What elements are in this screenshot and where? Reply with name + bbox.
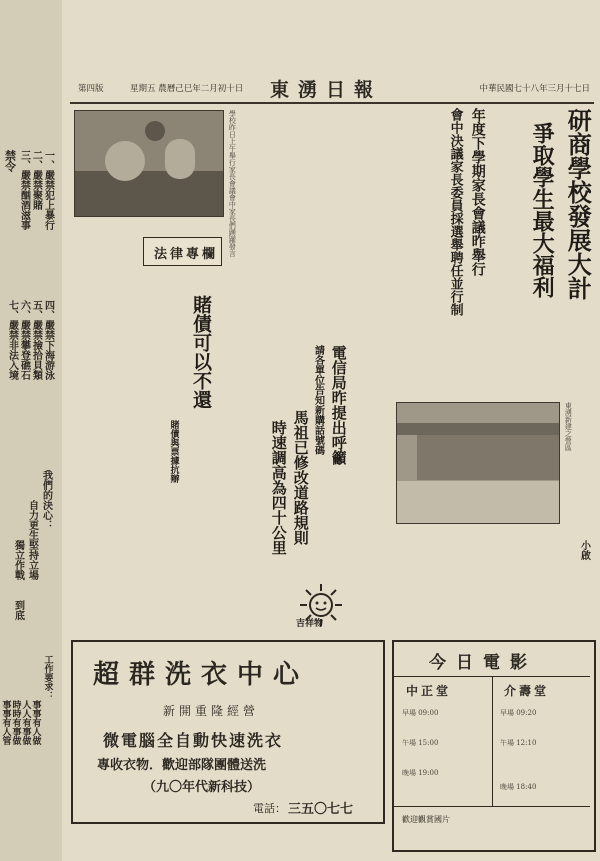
prohibition-item: 六、嚴禁攀登礁石 — [18, 300, 30, 380]
hall-1-time: 晚場 19:00 — [402, 769, 439, 777]
hall-2-time: 午場 12:10 — [500, 739, 537, 747]
hall-2-name: 介壽堂 — [504, 684, 550, 698]
ad-line-1: 微電腦全自動快速洗衣 — [103, 731, 284, 750]
work-item: 事事有人管 — [0, 700, 11, 745]
law-subhead: 賭債與票據抗辯 — [168, 420, 179, 483]
slogan-line: 堅持立場 — [26, 540, 38, 580]
road-headline-1: 馬祖已修改道路規則 — [291, 410, 310, 545]
newspaper-title: 東湧日報 — [270, 79, 383, 101]
ad-title: 超群洗衣中心 — [93, 660, 310, 690]
slogan-line: 獨立作戰 — [12, 540, 24, 580]
hall-1-time: 早場 09:00 — [402, 709, 439, 717]
logo-text: 吉祥物 — [296, 619, 324, 629]
ad-subtitle: 新開重隆經營 — [163, 704, 260, 718]
prohibition-item: 二、嚴禁聚賭 — [30, 150, 42, 210]
ad-line-3: （九〇年代新科技） — [143, 780, 261, 795]
meeting-photo-caption: 學校昨日上午舉行家長會議會中家長們踴躍發言 — [228, 110, 237, 257]
gregorian-date: 中華民國七十八年三月十七日 — [479, 84, 590, 94]
notice-title: 小啟 — [578, 540, 590, 560]
hall-2-time: 早場 09:20 — [500, 709, 537, 717]
hall-1-name: 中正堂 — [406, 684, 452, 698]
main-headline-2: 爭取學生最大福利 — [529, 122, 556, 298]
slogan-line: 到底 — [12, 600, 24, 620]
cinema-listing — [392, 640, 596, 852]
ad-phone: 三五〇七七 — [288, 802, 354, 817]
masthead — [70, 72, 594, 104]
work-item: 事事有人做 — [30, 700, 41, 745]
prohibition-item: 四、嚴禁下海游泳 — [42, 300, 54, 380]
slogan-title: 我們的決心： — [40, 470, 52, 530]
slogan-line: 自力更生 — [26, 500, 38, 540]
camp-photo — [396, 402, 560, 524]
law-column-title: 法律專欄 — [154, 247, 219, 262]
prohibition-item: 三、嚴禁酗酒滋事 — [18, 150, 30, 230]
camp-photo-caption: 東湧新建之營區 — [564, 402, 573, 451]
ad-line-2: 專收衣物．歡迎部隊團體送洗 — [97, 758, 267, 773]
main-subhead-1: 年度下學期家長會議昨舉行 — [469, 108, 486, 276]
law-column-box — [143, 237, 222, 266]
work-item: 時時有事做 — [10, 700, 21, 745]
main-subhead-2: 會中決議家長委員採選舉聘任並行制 — [447, 108, 463, 316]
lunar-date: 星期五 農曆己巳年二月初十日 — [130, 84, 244, 94]
prohibitions-title: 禁令 — [3, 150, 17, 172]
main-headline-1: 研商學校發展大計 — [563, 108, 593, 300]
meeting-photo — [74, 110, 224, 217]
page-label: 第四版 — [78, 84, 104, 94]
law-headline: 賭債可以不還 — [189, 295, 212, 409]
work-item: 人人有事做 — [20, 700, 31, 745]
cinema-title: 今日電影 — [429, 653, 537, 673]
work-title: 工作要求： — [42, 655, 53, 700]
telecom-subhead: 請各單位告知新購話號碼 — [312, 345, 324, 455]
laundry-ad — [71, 640, 385, 824]
prohibition-item: 七、嚴禁非法入境 — [6, 300, 18, 380]
cinema-footer: 歡迎觀賞國片 — [402, 815, 450, 824]
hall-2-time: 晚場 18:40 — [500, 783, 537, 791]
prohibition-item: 五、嚴禁撿拾貝類 — [30, 300, 42, 380]
ad-phone-label: 電話： — [253, 802, 286, 815]
prohibition-item: 一、嚴禁犯上暴行 — [42, 150, 54, 230]
hall-1-time: 午場 15:00 — [402, 739, 439, 747]
body-text-column — [395, 108, 445, 273]
road-headline-2: 時速調高為四十公里 — [269, 420, 288, 555]
left-sidebar-strip — [0, 0, 63, 861]
telecom-headline: 電信局昨提出呼籲 — [329, 345, 348, 465]
